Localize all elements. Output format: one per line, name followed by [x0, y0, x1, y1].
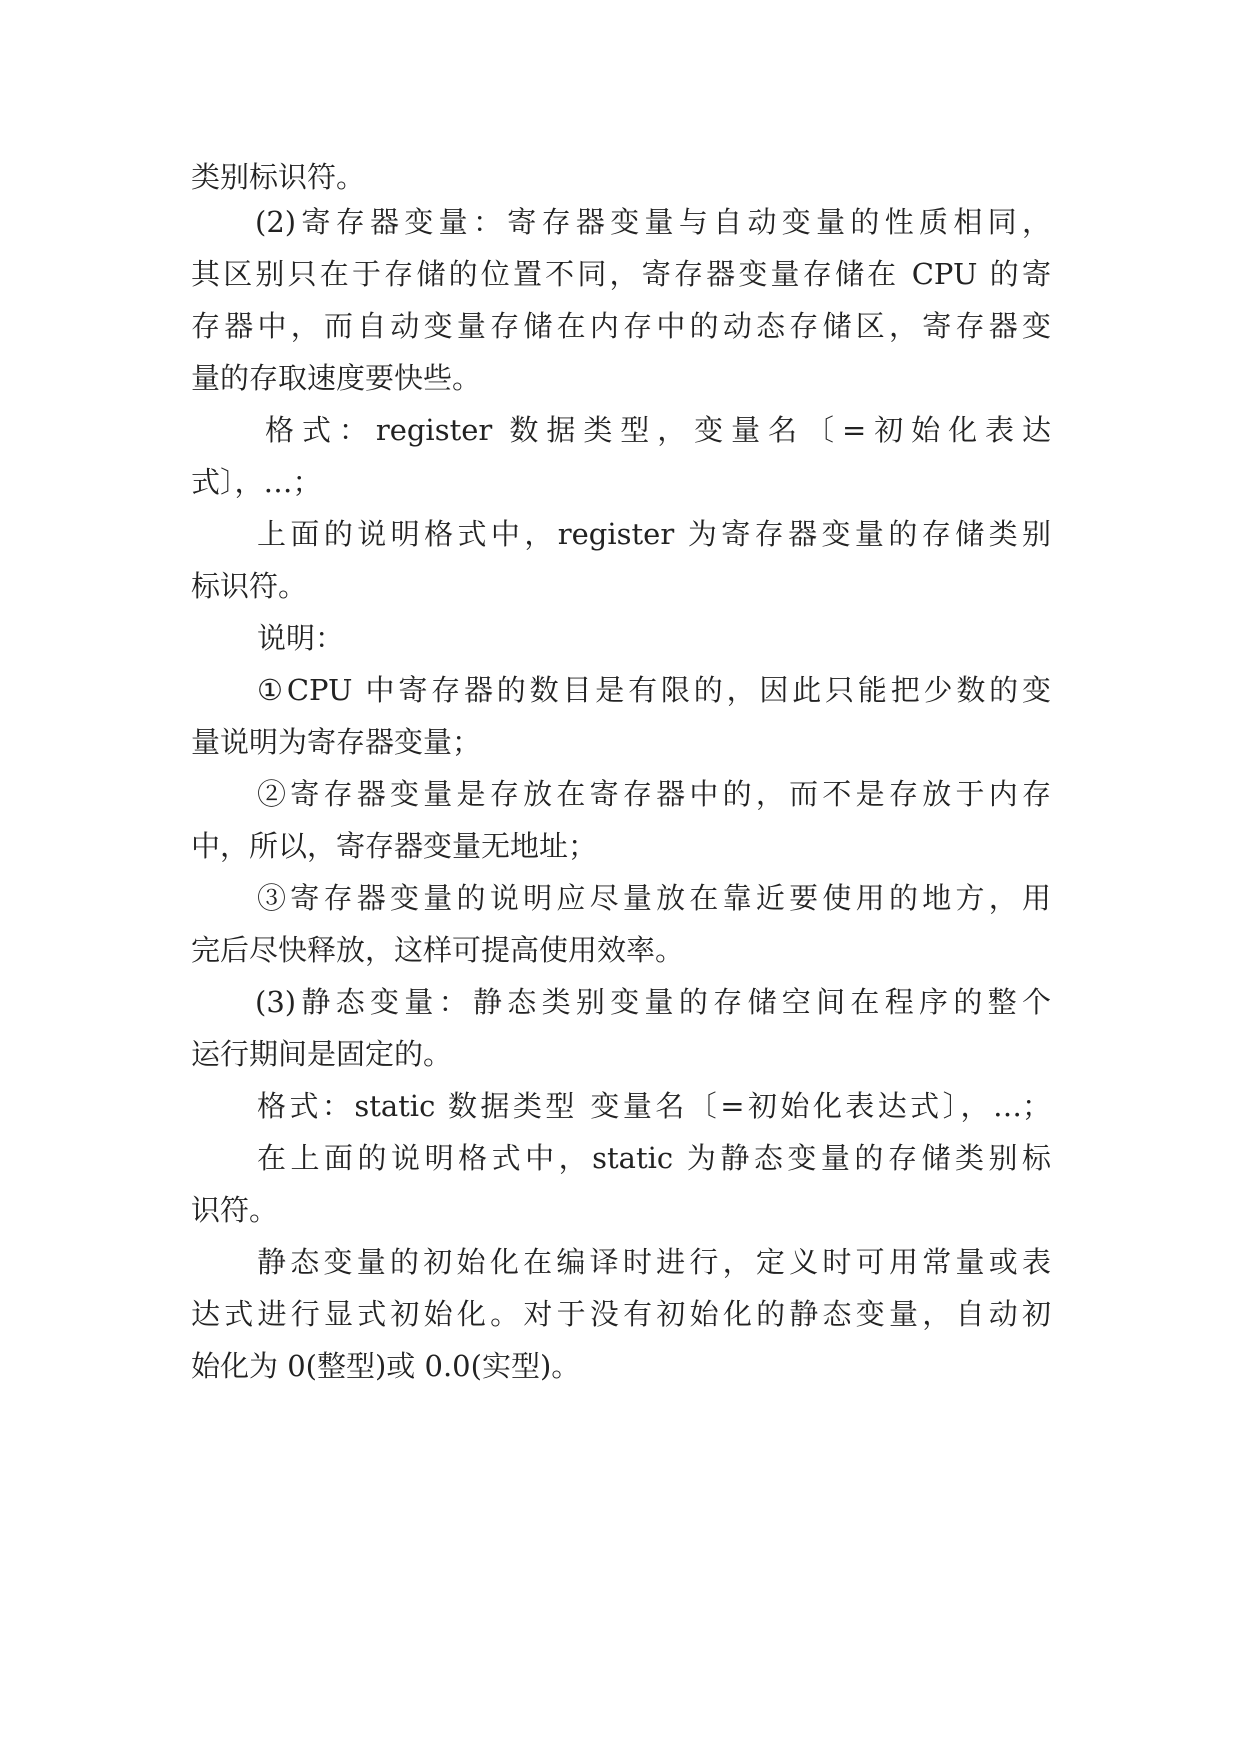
text-line: ①CPU 中寄存器的数目是有限的，因此只能把少数的变 [257, 673, 1051, 707]
text-line: 格式：register 数据类型，变量名〔=初始化表达 [265, 413, 1051, 447]
text-line: (2)寄存器变量：寄存器变量与自动变量的性质相同， [255, 205, 1051, 239]
text-line: 量的存取速度要快些。 [191, 361, 482, 395]
text-line: 静态变量的初始化在编译时进行，定义时可用常量或表 [257, 1245, 1051, 1279]
text-line: 在上面的说明格式中，static 为静态变量的存储类别标 [257, 1141, 1051, 1175]
text-line: 始化为 0(整型)或 0.0(实型)。 [191, 1349, 581, 1383]
text-line: 式〕，…； [191, 465, 322, 499]
text-line: ③寄存器变量的说明应尽量放在靠近要使用的地方，用 [257, 881, 1051, 915]
text-line: 中，所以，寄存器变量无地址； [191, 829, 598, 863]
text-line: 达式进行显式初始化。对于没有初始化的静态变量，自动初 [191, 1297, 1051, 1331]
text-line: 标识符。 [191, 569, 308, 603]
text-line: 完后尽快释放，这样可提高使用效率。 [191, 933, 685, 967]
text-line: 格式：static 数据类型 变量名〔=初始化表达式〕，…； [257, 1089, 1051, 1123]
text-line: ②寄存器变量是存放在寄存器中的，而不是存放于内存 [257, 777, 1051, 811]
text-line: 类别标识符。 [191, 160, 366, 194]
text-line: 其区别只在于存储的位置不同，寄存器变量存储在 CPU 的寄 [191, 257, 1051, 291]
text-line: 识符。 [191, 1193, 279, 1227]
text-line: 存器中，而自动变量存储在内存中的动态存储区，寄存器变 [191, 309, 1051, 343]
text-line: 运行期间是固定的。 [191, 1037, 453, 1071]
text-line: (3)静态变量：静态类别变量的存储空间在程序的整个 [255, 985, 1051, 1019]
text-line: 量说明为寄存器变量； [191, 725, 482, 759]
text-line: 说明： [257, 621, 345, 655]
text-line: 上面的说明格式中，register 为寄存器变量的存储类别 [257, 517, 1051, 551]
